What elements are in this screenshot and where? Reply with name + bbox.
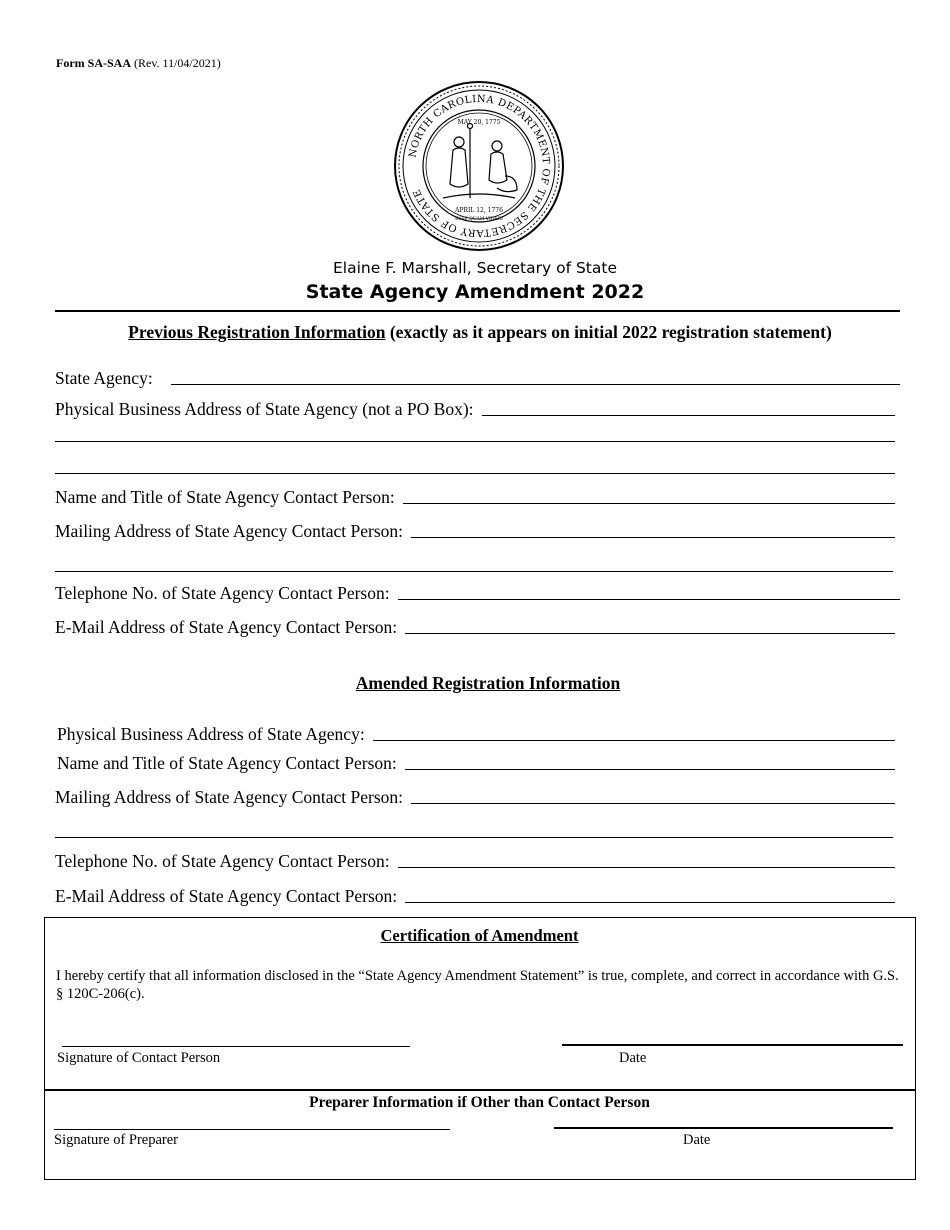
amend-mailing-address-field	[55, 787, 895, 808]
amend-mailing-address-input[interactable]	[411, 803, 895, 804]
previous-section-heading	[0, 322, 950, 343]
prev-physical-address-line-2[interactable]	[55, 441, 895, 442]
preparer-signature-line[interactable]	[54, 1129, 450, 1130]
prev-mailing-address-field	[55, 521, 895, 542]
amend-contact-name-field	[57, 753, 895, 774]
seal-date-bottom: APRIL 12, 1776	[455, 207, 503, 214]
amend-email-input[interactable]	[405, 902, 895, 903]
previous-heading-note: (exactly as it appears on initial 2022 registration statement)	[385, 322, 832, 342]
amend-contact-name-label: Name and Title of State Agency Contact Person:	[57, 753, 397, 773]
amend-physical-address-input[interactable]	[373, 740, 895, 741]
prev-state-agency-input[interactable]	[171, 384, 900, 385]
amend-contact-name-input[interactable]	[405, 769, 895, 770]
amend-telephone-field	[55, 851, 895, 872]
contact-signature-line[interactable]	[62, 1046, 410, 1047]
prev-mailing-address-line-2[interactable]	[55, 571, 893, 572]
prev-contact-name-input[interactable]	[403, 503, 895, 504]
prev-state-agency-label: State Agency:	[55, 368, 153, 388]
amend-physical-address-field	[57, 724, 895, 745]
amend-mailing-address-label: Mailing Address of State Agency Contact Person:	[55, 787, 404, 807]
preparer-signature-label: Signature of Preparer	[54, 1132, 179, 1148]
prev-physical-address-input[interactable]	[482, 415, 895, 416]
amend-email-field	[55, 886, 895, 907]
contact-date-label: Date	[619, 1050, 647, 1066]
prev-email-input[interactable]	[405, 633, 895, 634]
amend-telephone-label: Telephone No. of State Agency Contact Person:	[55, 851, 390, 871]
title-divider	[55, 310, 900, 312]
prev-physical-address-field	[55, 399, 895, 420]
form-identifier	[56, 56, 221, 71]
prev-mailing-address-input[interactable]	[411, 537, 895, 538]
seal-motto: ESSE QUAM VIDERI	[455, 217, 503, 222]
prev-state-agency-field	[55, 368, 900, 389]
seal-date-top: MAY 20, 1775	[457, 119, 501, 126]
prev-telephone-input[interactable]	[398, 599, 900, 600]
certification-heading: Certification of Amendment	[380, 926, 579, 945]
amend-physical-address-label: Physical Business Address of State Agency:	[57, 724, 365, 744]
prev-telephone-label: Telephone No. of State Agency Contact Person:	[55, 583, 390, 603]
prev-email-field	[55, 617, 895, 638]
previous-heading-underlined: Previous Registration Information	[128, 322, 386, 342]
prev-physical-address-line-3[interactable]	[55, 473, 895, 474]
preparer-date-line[interactable]	[554, 1127, 893, 1129]
certification-statement: I hereby certify that all information disclosed in the “State Agency Amendment Statement” is true, complete, and correct in accordance with G.S. § 120C-206(c).	[56, 968, 899, 1002]
contact-signature-label: Signature of Contact Person	[57, 1050, 221, 1066]
contact-date-line[interactable]	[562, 1044, 903, 1046]
department-seal	[393, 80, 565, 252]
amend-telephone-input[interactable]	[398, 867, 895, 868]
secretary-of-state-name: Elaine F. Marshall, Secretary of State	[333, 259, 617, 277]
prev-contact-name-field	[55, 487, 895, 508]
prev-telephone-field	[55, 583, 900, 604]
prev-physical-address-label: Physical Business Address of State Agency (not a PO Box):	[55, 399, 474, 419]
amended-section-heading: Amended Registration Information	[355, 673, 621, 693]
form-code: Form SA-SAA	[56, 56, 131, 70]
prev-email-label: E-Mail Address of State Agency Contact Person:	[55, 617, 398, 637]
prev-contact-name-label: Name and Title of State Agency Contact Person:	[55, 487, 395, 507]
amend-email-label: E-Mail Address of State Agency Contact Person:	[55, 886, 398, 906]
seal-outer-text: NORTH CAROLINA DEPARTMENT OF THE SECRETARY OF STATE	[407, 93, 552, 239]
amend-mailing-address-line-2[interactable]	[55, 837, 893, 838]
page-title: State Agency Amendment 2022	[305, 281, 645, 303]
preparer-date-label: Date	[683, 1132, 711, 1148]
preparer-heading: Preparer Information if Other than Contact Person	[309, 1094, 650, 1111]
prev-mailing-address-label: Mailing Address of State Agency Contact Person:	[55, 521, 404, 541]
form-revision: (Rev. 11/04/2021)	[134, 56, 221, 70]
